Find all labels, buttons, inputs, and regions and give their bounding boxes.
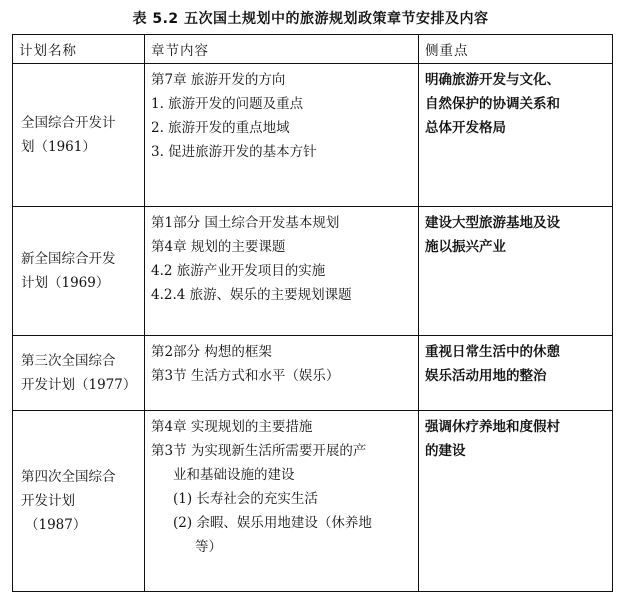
plan-name-cell bbox=[13, 411, 145, 592]
header-row bbox=[13, 35, 613, 64]
chapter-content-cell bbox=[145, 64, 419, 207]
plan-name-cell bbox=[13, 336, 145, 411]
plan-name-line: 新全国综合开发 bbox=[21, 251, 116, 267]
content-line: 第3节 生活方式和水平（娱乐） bbox=[151, 368, 340, 384]
content-line: 第4章 实现规划的主要措施 bbox=[151, 419, 313, 435]
focus-line: 自然保护的协调关系和 bbox=[425, 96, 560, 112]
focus-line: 的建设 bbox=[425, 443, 466, 459]
content-line: 3. 促进旅游开发的基本方针 bbox=[151, 144, 317, 160]
plan-name-line: 划（1961） bbox=[21, 139, 96, 155]
chapter-content-cell bbox=[145, 207, 419, 336]
table-row bbox=[13, 336, 613, 411]
content-line: 第2部分 构想的框架 bbox=[151, 344, 272, 360]
table-caption: 表 5.2 五次国土规划中的旅游规划政策章节安排及内容 bbox=[132, 11, 489, 27]
focus-line: 娱乐活动用地的整治 bbox=[425, 368, 547, 384]
plan-name-cell bbox=[13, 207, 145, 336]
content-line: 4.2 旅游产业开发项目的实施 bbox=[151, 263, 326, 279]
content-line: 第3节 为实现新生活所需要开展的产 bbox=[151, 443, 367, 459]
plan-name-line: 开发计划（1977） bbox=[21, 377, 137, 393]
header-plan-name: 计划名称 bbox=[13, 35, 145, 64]
content-line: (2) 余暇、娱乐用地建设（休养地 bbox=[173, 515, 372, 531]
content-line: 1. 旅游开发的问题及重点 bbox=[151, 96, 304, 112]
plan-name-line: 全国综合开发计 bbox=[21, 115, 116, 131]
header-chapter-content: 章节内容 bbox=[145, 35, 419, 64]
header-focus: 侧重点 bbox=[419, 35, 613, 64]
focus-line: 重视日常生活中的休憩 bbox=[425, 344, 560, 360]
content-line: 等） bbox=[195, 539, 222, 555]
planning-table bbox=[12, 34, 613, 592]
chapter-content-cell bbox=[145, 336, 419, 411]
content-line: 第7章 旅游开发的方向 bbox=[151, 72, 286, 88]
plan-name-line: 第三次全国综合 bbox=[21, 353, 116, 369]
plan-name-line: 第四次全国综合 bbox=[21, 469, 116, 485]
focus-line: 建设大型旅游基地及设 bbox=[425, 215, 560, 231]
content-line: 4.2.4 旅游、娱乐的主要规划课题 bbox=[151, 287, 352, 303]
focus-cell bbox=[419, 336, 613, 411]
focus-line: 强调休疗养地和度假村 bbox=[425, 419, 560, 435]
content-line: 第1部分 国土综合开发基本规划 bbox=[151, 215, 340, 231]
chapter-content-cell bbox=[145, 411, 419, 592]
content-line: 第4章 规划的主要课题 bbox=[151, 239, 286, 255]
table-row bbox=[13, 207, 613, 336]
focus-line: 总体开发格局 bbox=[425, 120, 506, 136]
plan-name-line: （1987） bbox=[25, 517, 87, 533]
plan-name-line: 计划（1969） bbox=[21, 275, 110, 291]
focus-line: 施以振兴产业 bbox=[425, 239, 506, 255]
table-row bbox=[13, 64, 613, 207]
plan-name-line: 开发计划 bbox=[21, 493, 75, 509]
table-row bbox=[13, 411, 613, 592]
plan-name-cell bbox=[13, 64, 145, 207]
content-line: (1) 长寿社会的充实生活 bbox=[173, 491, 318, 507]
focus-cell bbox=[419, 411, 613, 592]
content-line: 2. 旅游开发的重点地域 bbox=[151, 120, 290, 136]
content-line: 业和基础设施的建设 bbox=[173, 467, 295, 483]
focus-cell bbox=[419, 207, 613, 336]
focus-cell bbox=[419, 64, 613, 207]
focus-line: 明确旅游开发与文化、 bbox=[425, 72, 560, 88]
